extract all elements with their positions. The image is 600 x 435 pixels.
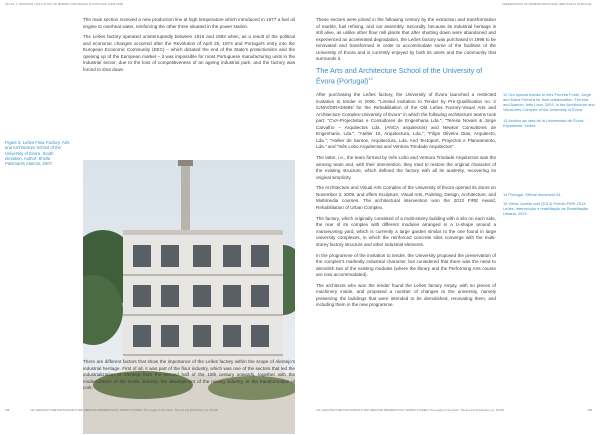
left-paragraph-2: The Leões factory operated uninterruptedly between 1916 and 1993 when, as a result of the political and economic changes occurred after the Revolution of April 25, 1974 and Portugal's entry into the European Economic Community (EEC) – which dictated the end of the State's protectionism and the opening up of the European market – it was impossible for most Portuguese manufacturing units in the industrial sector, due to the loss of competitiveness of an ageing industrial park, and the factory was forced to shut down. xyxy=(83,34,295,72)
side-note-15: 15 Vieira, Aurélio and (2013) Prémio FIRE 2013: Leões: Intervenção e reabilitação de Reabilitação Urbana, 2013. xyxy=(503,201,589,216)
section-heading-marker: 12 xyxy=(368,76,373,82)
right-column xyxy=(316,17,496,313)
right-paragraph-6: In the programme of the invitation to tender, the University proposed the preservation of the complex's markedly industrial character, but considered that there was the need to demolish two of the existing modules (where the library and the Performing Arts course are now accommodated). xyxy=(316,252,496,278)
side-note-14: 14 Portugal, Official document 54. xyxy=(503,192,562,197)
right-paragraph-7: The architects who won the tender found the Leões factory empty, with no pieces of machinery inside, and proposed a number of changes to the university, namely preserving the buildings that were intended to be demolished, renovating them, and including them in the new programme. xyxy=(316,282,496,308)
page-number-right: 189 xyxy=(587,409,592,412)
right-paragraph-1: These sectors were joined in the following century by the extraction and transformation of marble, fuel refining, and car assembly. Secondly, because its industrial heritage is still alive, as unlike other flour mill plants that after shutting down were abandoned and experienced an accelerated degradation, the Leões factory was purchased in 1998 to be renovated and transformed in order to accommodate some of the facilities of the University of Évora and is currently enjoyed by both its users and the community that surrounds it. xyxy=(316,17,496,61)
right-paragraph-5: The factory, which originally consisted of a multi-storey building with a silo on each side, the rear of its complex with different modules arranged in a U-shape around a manoeuvring yard, which is currently a large garden similar to the one found in large university complexes, in which the reinforced concrete silos converge with the multi-storey factory structure and other industrial elements. xyxy=(316,215,496,247)
running-header-left: VILLAS, J. SKOOLING | FULL STUDY OF MEMORY AND DESIGN IN PORTUGAL (1905-1995) xyxy=(5,3,124,6)
right-paragraph-2: After purchasing the Leões factory, the University of Évora launched a restricted invitation to tender in 2006. "Limited invitation to Tender by Pre-Qualification no. 2 /UNIV/DIRADMIN/ for the Rehabilitation of the Old Leões Factory-Visual Arts and Architecture Complex-University of Évora" in which the following architecture teams took part: "CVA-Projectistas e Consultores de Engenharia Lda."; "Teresa Novais & Jorge Carvalho – Arquitectos Lda. (ANCA arquitectos) and Newton Consultores de Engenharia, Lda."; "Atelier 15, Arquitectura, Lda."; "Filipe Oliveira Dias, Arquitecto, Lda."; "Atelier de Santos, Arquitectura, Lda. And Tectoport, Projectos e Planeamento, Lda." and "Inês Lobo Arquitectos and Ventura Trindade Arquitectos". xyxy=(316,92,496,150)
left-paragraph-3: There are different factors that show the importance of the Leões factory within the scope of Alentejo's industrial heritage. First of all, it was part of the flour industry, which was one of the sectors that led the industrialization of Alentejo from the second half of the 19th century onwards, together with the modernization of the textile industry, the development of the mining industry, or the transformation of cork. xyxy=(83,359,295,390)
figure-caption: Figure 3: Leões Flour Factory: Arts and Architecture School of the University of Évora. South elevation. Author: Sheila Palomares Alarcón, 2007. xyxy=(5,140,70,167)
footer-right: VIA | ARCHITECTURE PHOTOGRAPHY AND HERITAGE PRESERVATION | NORDIC STUDIES | The Legacy of the Future: The Arts and Architecture | pp. 56-200 xyxy=(316,409,504,412)
footer-left: VIA | ARCHITECTURE PHOTOGRAPHY AND HERITAGE PRESERVATION | NORDIC STUDIES | The Legacy of the Future: The Arts and Architecture | pp. 56-200 xyxy=(30,409,218,412)
side-note-12: 12 Our special thanks to Inês Ferreira Fonte, Jorge and Maria Ferreira for their collaboration. Ferreira and Alarcón: Inês Lobo, 2003. In the Architecture and Visual Arts Complex of the University of Évora. xyxy=(503,92,595,112)
section-heading xyxy=(316,67,496,87)
right-paragraph-3: The latter, i.e., the team formed by Inês Lobo and Ventura Trindade Arquitectos was the winning team and, with their intervention, they tried to restore the original character of the existing structure, which defined the factory with all its austerity, recovering its original simplicity. xyxy=(316,155,496,180)
page-number-left: 188 xyxy=(5,409,10,412)
running-header-right: PRESERVATION OF MODERN INDUSTRIAL HERITAGE IN PORTUGAL xyxy=(502,3,592,6)
section-heading-text: The Arts and Architecture School of the University of Évora (Portugal) xyxy=(316,65,483,86)
left-column-bottom xyxy=(83,359,295,396)
left-paragraph-1: The main section received a new production line at high temperature which introduced in 1977 a fuel oil engine to overheat water, reinforcing the other three situated in the power station. xyxy=(83,17,295,29)
left-column-top xyxy=(83,17,295,78)
right-paragraph-4: The Architecture and Visual Arts Complex of the University of Évora opened its doors on November 2, 2009, and offers Sculpture, Visual Arts, Painting, Design, Architecture, and Multimedia courses. The architectural intervention won the 2013 FIRE Award, Rehabilitation of Urban Complex. xyxy=(316,185,496,210)
side-note-13: 13 Archivo da obra de la Universidad de Évora. Expediente: Leões. xyxy=(503,118,585,128)
